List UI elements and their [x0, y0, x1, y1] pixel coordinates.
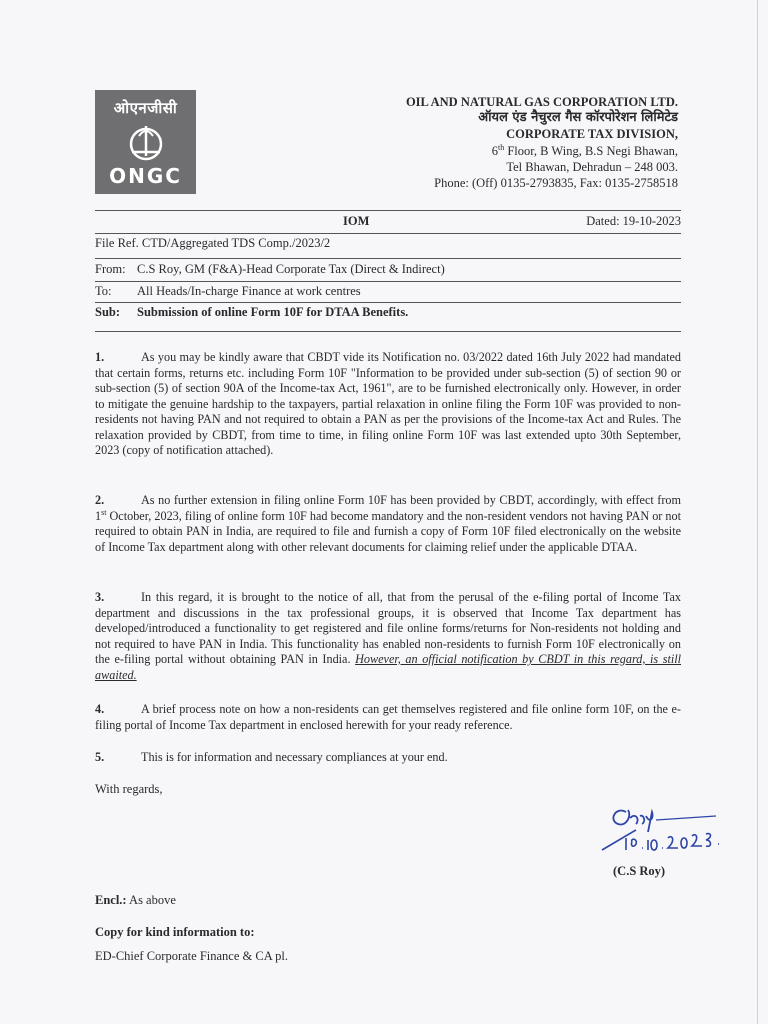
- from-label: From:: [95, 262, 126, 276]
- from-row: [95, 262, 681, 277]
- memo-type: IOM: [343, 214, 370, 228]
- paragraph-2: 2. As no further extension in filing online Form 10F has been provided by CBDT, accordingly, with effect from 1st October, 2023, filing of online form 10F had become mandatory and the non-resident vendors not having PAN or not required to obtain PAN in India, are required to file and furnish a copy of Form 10F filed electronically on the website of Income Tax department along with other relevant documents for claiming relief under the applicable DTAA.: [95, 493, 681, 554]
- divider: [95, 258, 681, 259]
- logo-english-text: ONGC: [109, 164, 182, 188]
- from-value: C.S Roy, GM (F&A)-Head Corporate Tax (Direct & Indirect): [137, 262, 445, 276]
- oil-drop-emblem-icon: [124, 122, 168, 162]
- subject-row: [95, 305, 681, 320]
- enclosure-value: As above: [126, 893, 176, 907]
- copy-to-recipient: ED-Chief Corporate Finance & CA pl.: [95, 949, 289, 963]
- address-line-1: 6th Floor, B Wing, B.S Negi Bhawan,: [491, 142, 678, 158]
- handwritten-signature: [596, 798, 726, 854]
- page-edge: [757, 0, 758, 1024]
- divider: [95, 302, 681, 303]
- regards: With regards,: [95, 782, 163, 796]
- divider: [95, 331, 681, 332]
- paragraph-1: 1. As you may be kindly aware that CBDT vide its Notification no. 03/2022 dated 16th July 2022 had mandated that certain forms, returns etc. including Form 10F "Information to be provided under sub-section (5) of section 90 or sub-section (5) of section 90A of the Income-tax Act, 1961", are to be furnished electronically only. However, in order to mitigate the genuine hardship to the taxpayers, partial relaxation in online filing the Form 10F was provided to non-residents not having PAN and not required to obtain a PAN as per the provisions of the Income-tax Act and Rules. The relaxation provided by CBDT, from time to time, in filing online Form 10F was last extended upto 30th September, 2023 (copy of notification attached).: [95, 350, 681, 457]
- ongc-logo: [95, 90, 196, 194]
- company-name: OIL AND NATURAL GAS CORPORATION LTD.: [405, 95, 678, 109]
- copy-to-label: Copy for kind information to:: [95, 925, 255, 939]
- signatory-name: (C.S Roy): [613, 864, 666, 878]
- logo-hindi-text: ओएनजीसी: [113, 99, 178, 117]
- memo-date: Dated: 19-10-2023: [586, 214, 681, 228]
- phone-fax: Phone: (Off) 0135-2793835, Fax: 0135-2758518: [434, 176, 678, 191]
- paragraph-3: 3. In this regard, it is brought to the notice of all, that from the perusal of the e-filing portal of Income Tax department and discussions in the tax professional groups, it is observed that Income Tax department has developed/introduced a functionality to get registered and file online forms/returns for Non-residents not holding and not required to have PAN in India. This functionality has enabled non-residents to furnish Form 10F electronically on the e-filing portal without obtaining PAN in India. However, an official notification by CBDT in this regard, is still awaited.: [95, 590, 682, 682]
- enclosure-line: [95, 893, 176, 908]
- divider: [95, 210, 681, 211]
- to-value: All Heads/In-charge Finance at work centres: [137, 284, 361, 298]
- address-line-2: Tel Bhawan, Dehradun – 248 003.: [506, 159, 678, 174]
- enclosure-label: Encl.:: [95, 893, 127, 907]
- subject-label: Sub:: [95, 305, 121, 319]
- file-ref: File Ref. CTD/Aggregated TDS Comp./2023/2: [95, 236, 331, 250]
- divider: [95, 281, 681, 282]
- company-name-hindi: ऑयल एंड नैचुरल गैस कॉरपोरेशन लिमिटेड: [478, 110, 678, 126]
- paragraph-5: 5. This is for information and necessary compliances at your end.: [95, 750, 448, 764]
- division-name: CORPORATE TAX DIVISION,: [506, 127, 678, 142]
- letterhead-address: [406, 94, 678, 191]
- subject-value: Submission of online Form 10F for DTAA Benefits.: [137, 305, 409, 319]
- awaited-notice: However, an official notification by CBDT in this regard, is still awaited.: [95, 652, 682, 682]
- divider: [95, 233, 681, 234]
- to-label: To:: [95, 284, 112, 298]
- paragraph-4: 4. A brief process note on how a non-residents can get themselves registered and file online form 10F, on the e-filing portal of Income Tax department in enclosed herewith for your ready reference.: [95, 702, 681, 732]
- to-row: [95, 284, 681, 299]
